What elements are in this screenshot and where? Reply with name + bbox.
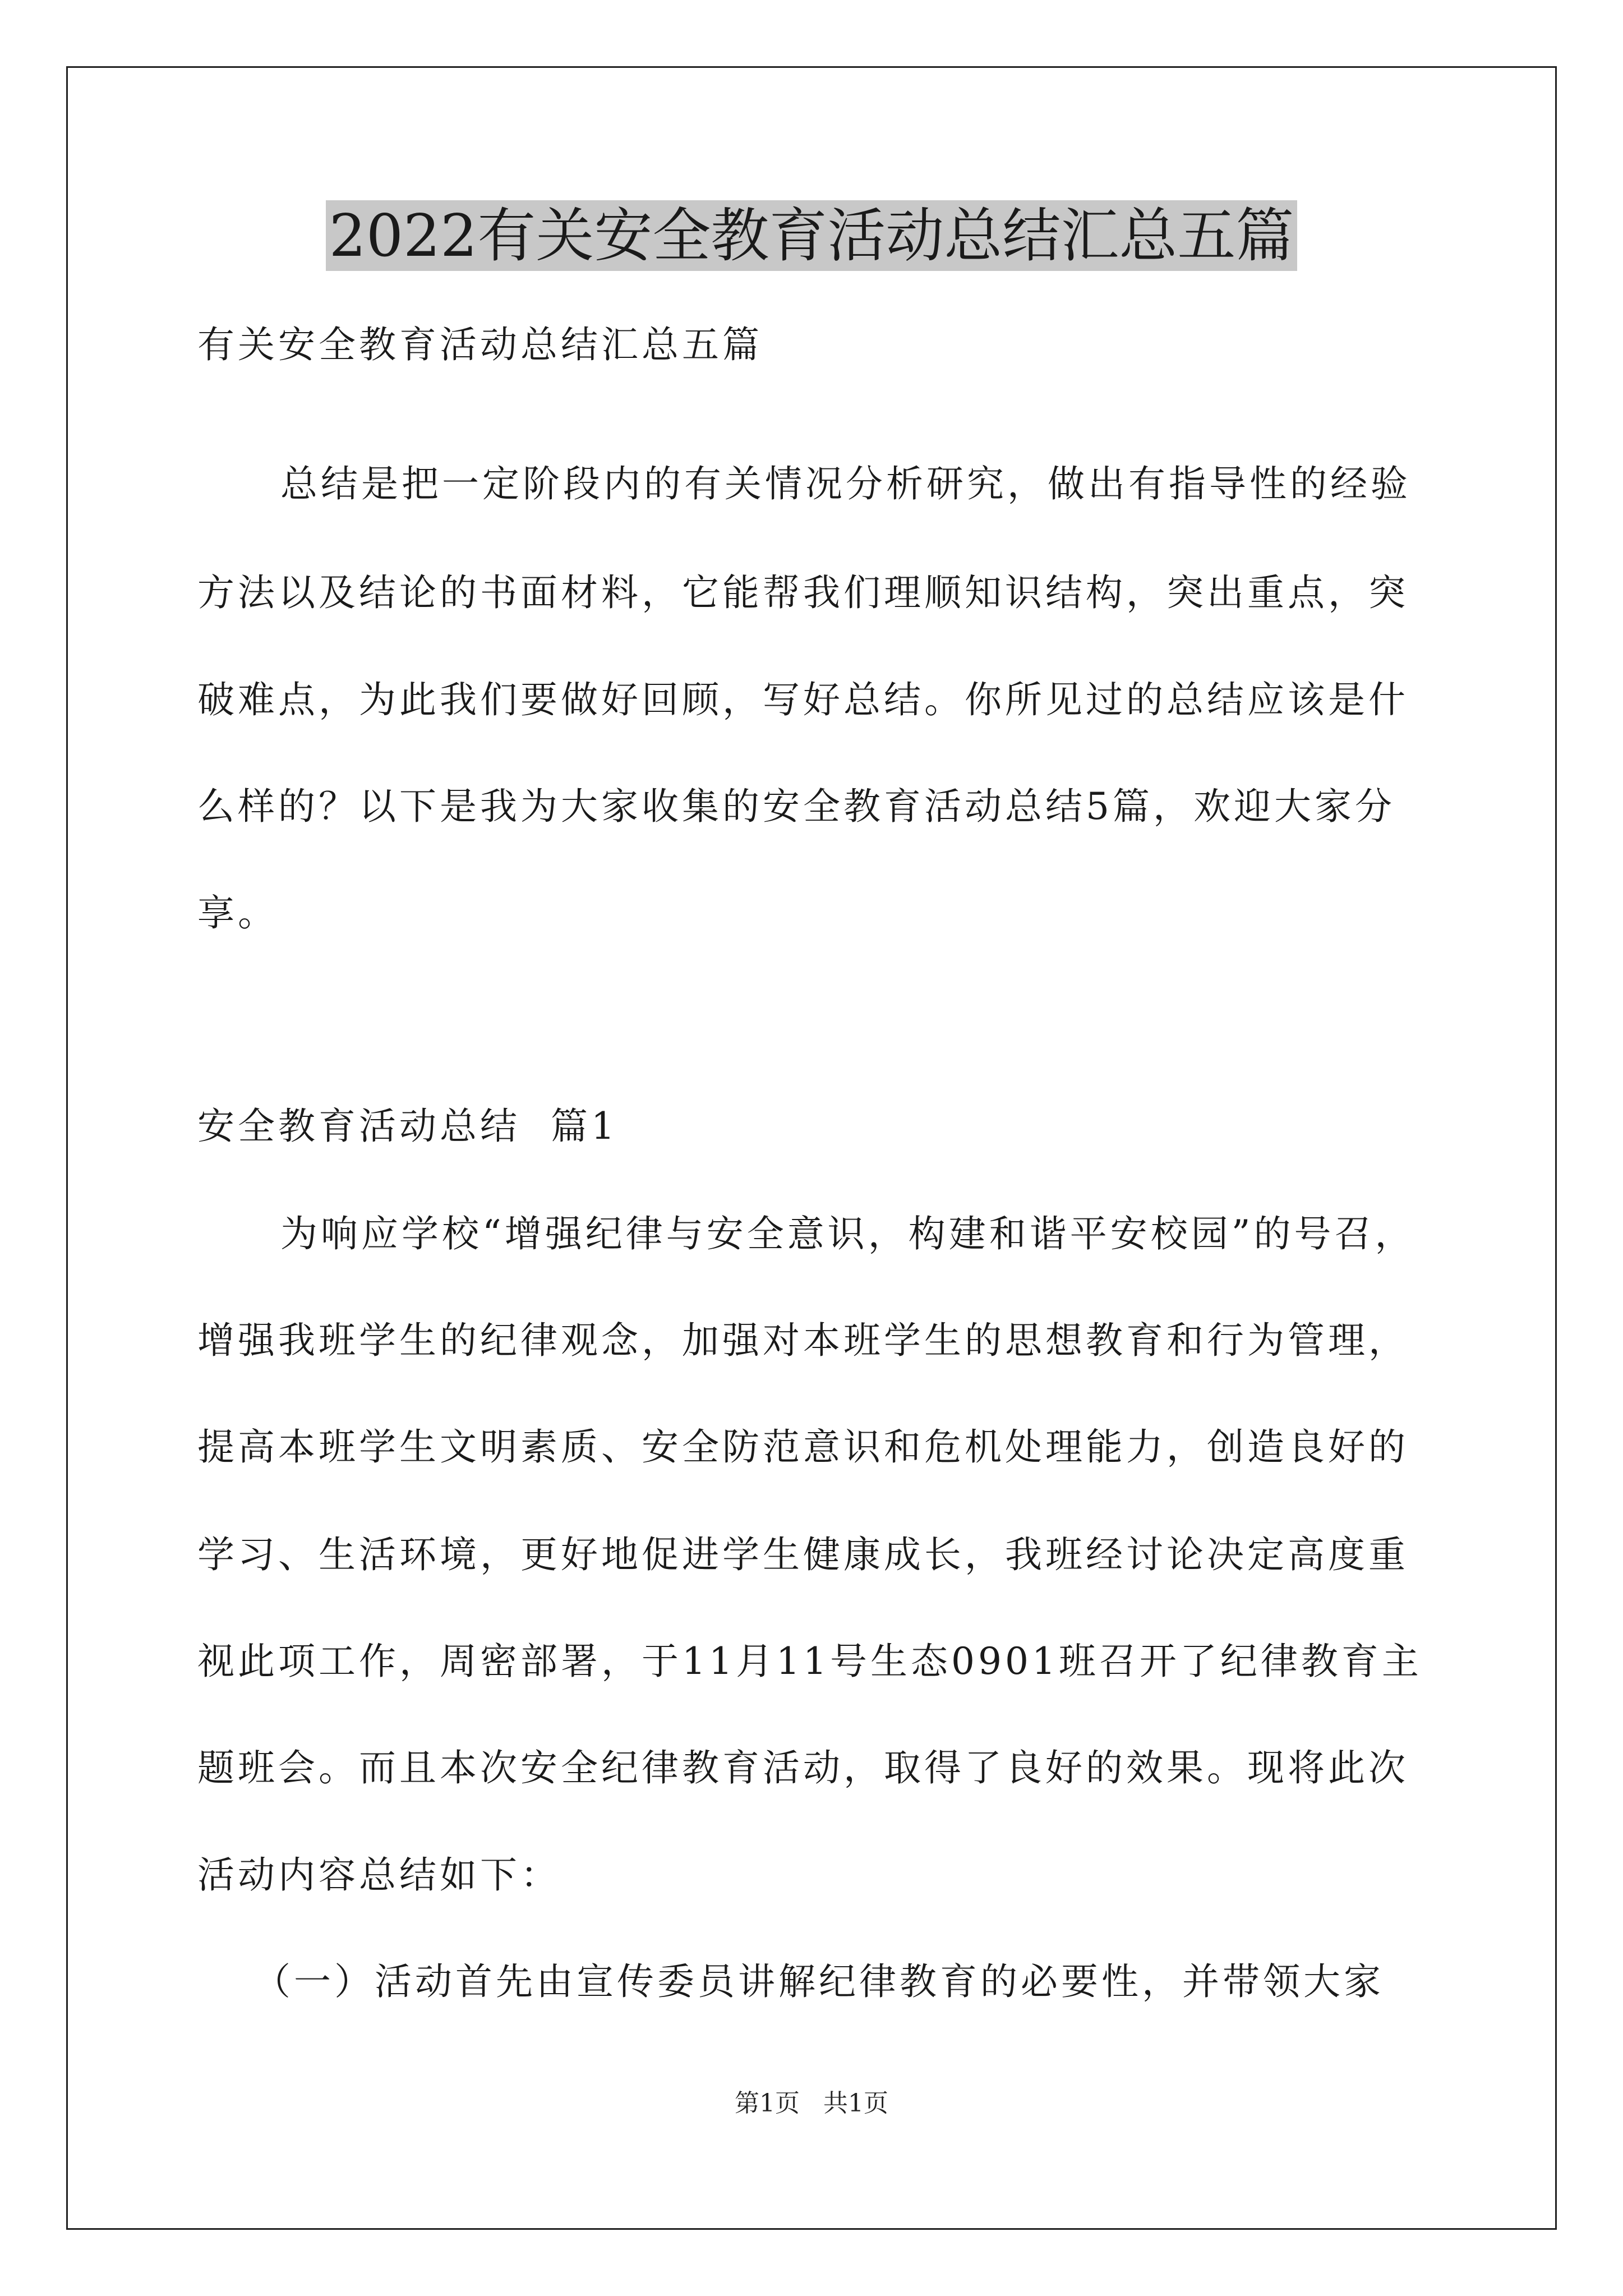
section-heading: 安全教育活动总结 篇1	[197, 1105, 618, 1148]
section-line: 学习、生活环境，更好地促进学生健康成长，我班经讨论决定高度重	[197, 1533, 1409, 1576]
section-line: 活动内容总结如下：	[197, 1853, 561, 1897]
section-line: 增强我班学生的纪律观念，加强对本班学生的思想教育和行为管理，	[197, 1319, 1409, 1362]
intro-line: 方法以及结论的书面材料，它能帮我们理顺知识结构，突出重点，突	[197, 571, 1409, 614]
document-title-text: 2022有关安全教育活动总结汇总五篇	[326, 200, 1298, 271]
section-line: 题班会。而且本次安全纪律教育活动，取得了良好的效果。现将此次	[197, 1746, 1409, 1789]
document-subtitle: 有关安全教育活动总结汇总五篇	[197, 323, 763, 366]
page-footer: 第1页 共1页	[735, 2089, 888, 2118]
intro-line: 总结是把一定阶段内的有关情况分析研究，做出有指导性的经验	[280, 462, 1411, 505]
intro-line: 破难点，为此我们要做好回顾，写好总结。你所见过的总结应该是什	[197, 678, 1409, 721]
section-line: （一）活动首先由宣传委员讲解纪律教育的必要性，并带领大家	[253, 1960, 1384, 2003]
intro-line: 享。	[197, 891, 278, 935]
section-line: 视此项工作，周密部署，于11月11号生态0901班召开了纪律教育主	[197, 1640, 1422, 1683]
section-line: 提高本班学生文明素质、安全防范意识和危机处理能力，创造良好的	[197, 1425, 1409, 1469]
intro-line: 么样的？以下是我为大家收集的安全教育活动总结5篇，欢迎大家分	[197, 785, 1395, 828]
section-line: 为响应学校“增强纪律与安全意识，构建和谐平安校园”的号召，	[280, 1212, 1415, 1255]
document-title	[0, 199, 1623, 272]
